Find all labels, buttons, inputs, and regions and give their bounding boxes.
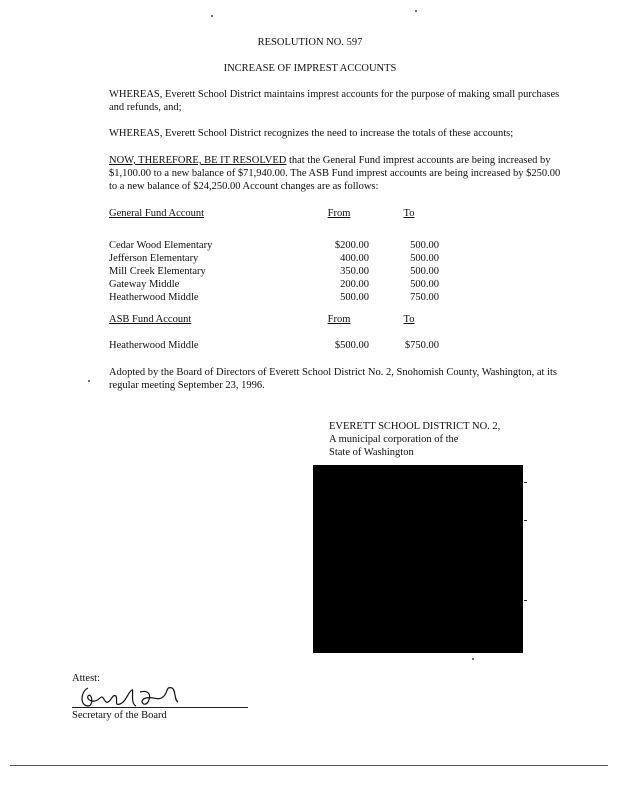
redacted-signature-block [313,465,523,653]
scan-mark [524,520,527,521]
to-amount: 750.00 [410,292,439,303]
general-fund-table [109,207,439,304]
scan-speck [211,15,213,17]
table-row [109,252,439,265]
to-amount: 500.00 [410,266,439,277]
district-line-3: State of Washington [329,447,414,458]
scan-speck [415,10,417,12]
signature-caption: Secretary of the Board [72,710,167,721]
table-row [109,291,439,304]
whereas-paragraph-1: WHEREAS, Everett School District maintains imprest accounts for the purpose of making small purchases and refunds, and; [109,89,560,114]
scan-mark [524,600,527,601]
asb-fund-from-header: From [327,314,351,325]
table-row [109,278,439,291]
attest-label: Attest: [72,673,100,684]
general-fund-account-header: General Fund Account [109,208,205,219]
general-fund-from-header: From [327,208,351,219]
account-name: Jefferson Elementary [109,253,199,264]
scan-speck [88,380,90,382]
general-fund-header [109,207,439,220]
resolved-body: that the General Fund imprest accounts are being increased by $1,100.00 to a new balance of $71,940.00. The ASB Fund imprest accounts are being increased by $250.00 to a new balance of $24,250.00 Account changes are as follows: [109,155,561,193]
resolved-paragraph [109,154,569,193]
account-name: Mill Creek Elementary [109,266,206,277]
signature-line [72,707,248,708]
whereas-paragraph-2: WHEREAS, Everett School District recognizes the need to increase the totals of these accounts; [109,128,514,139]
table-row [109,239,439,252]
account-name: Heatherwood Middle [109,340,199,351]
asb-fund-header [109,313,439,326]
account-name: Heatherwood Middle [109,292,199,303]
account-name: Cedar Wood Elementary [109,240,213,251]
from-amount: 400.00 [340,253,369,264]
asb-fund-account-header: ASB Fund Account [109,314,192,325]
district-line-2: A municipal corporation of the [329,434,459,445]
from-amount: $200.00 [334,240,369,251]
account-name: Gateway Middle [109,279,180,290]
to-amount: 500.00 [410,279,439,290]
resolved-lead: NOW, THEREFORE, BE IT RESOLVED [109,155,287,166]
from-amount: 200.00 [340,279,369,290]
to-amount: 500.00 [410,253,439,264]
resolution-number: RESOLUTION NO. 597 [257,37,363,48]
scan-speck [472,658,474,660]
general-fund-to-header: To [403,208,415,219]
from-amount: $500.00 [334,340,369,351]
to-amount: $750.00 [404,340,439,351]
to-amount: 500.00 [410,240,439,251]
table-row [109,339,439,352]
asb-fund-to-header: To [403,314,415,325]
district-name: EVERETT SCHOOL DISTRICT NO. 2, [329,421,501,432]
from-amount: 500.00 [340,292,369,303]
scan-edge-line [10,765,608,766]
document-title: INCREASE OF IMPREST ACCOUNTS [223,63,397,74]
adoption-paragraph: Adopted by the Board of Directors of Everett School District No. 2, Snohomish County, Washington, at its regular meeting September 23, 1996. [109,367,557,392]
scan-mark [524,482,527,483]
from-amount: 350.00 [340,266,369,277]
table-row [109,265,439,278]
asb-fund-table [109,313,439,352]
